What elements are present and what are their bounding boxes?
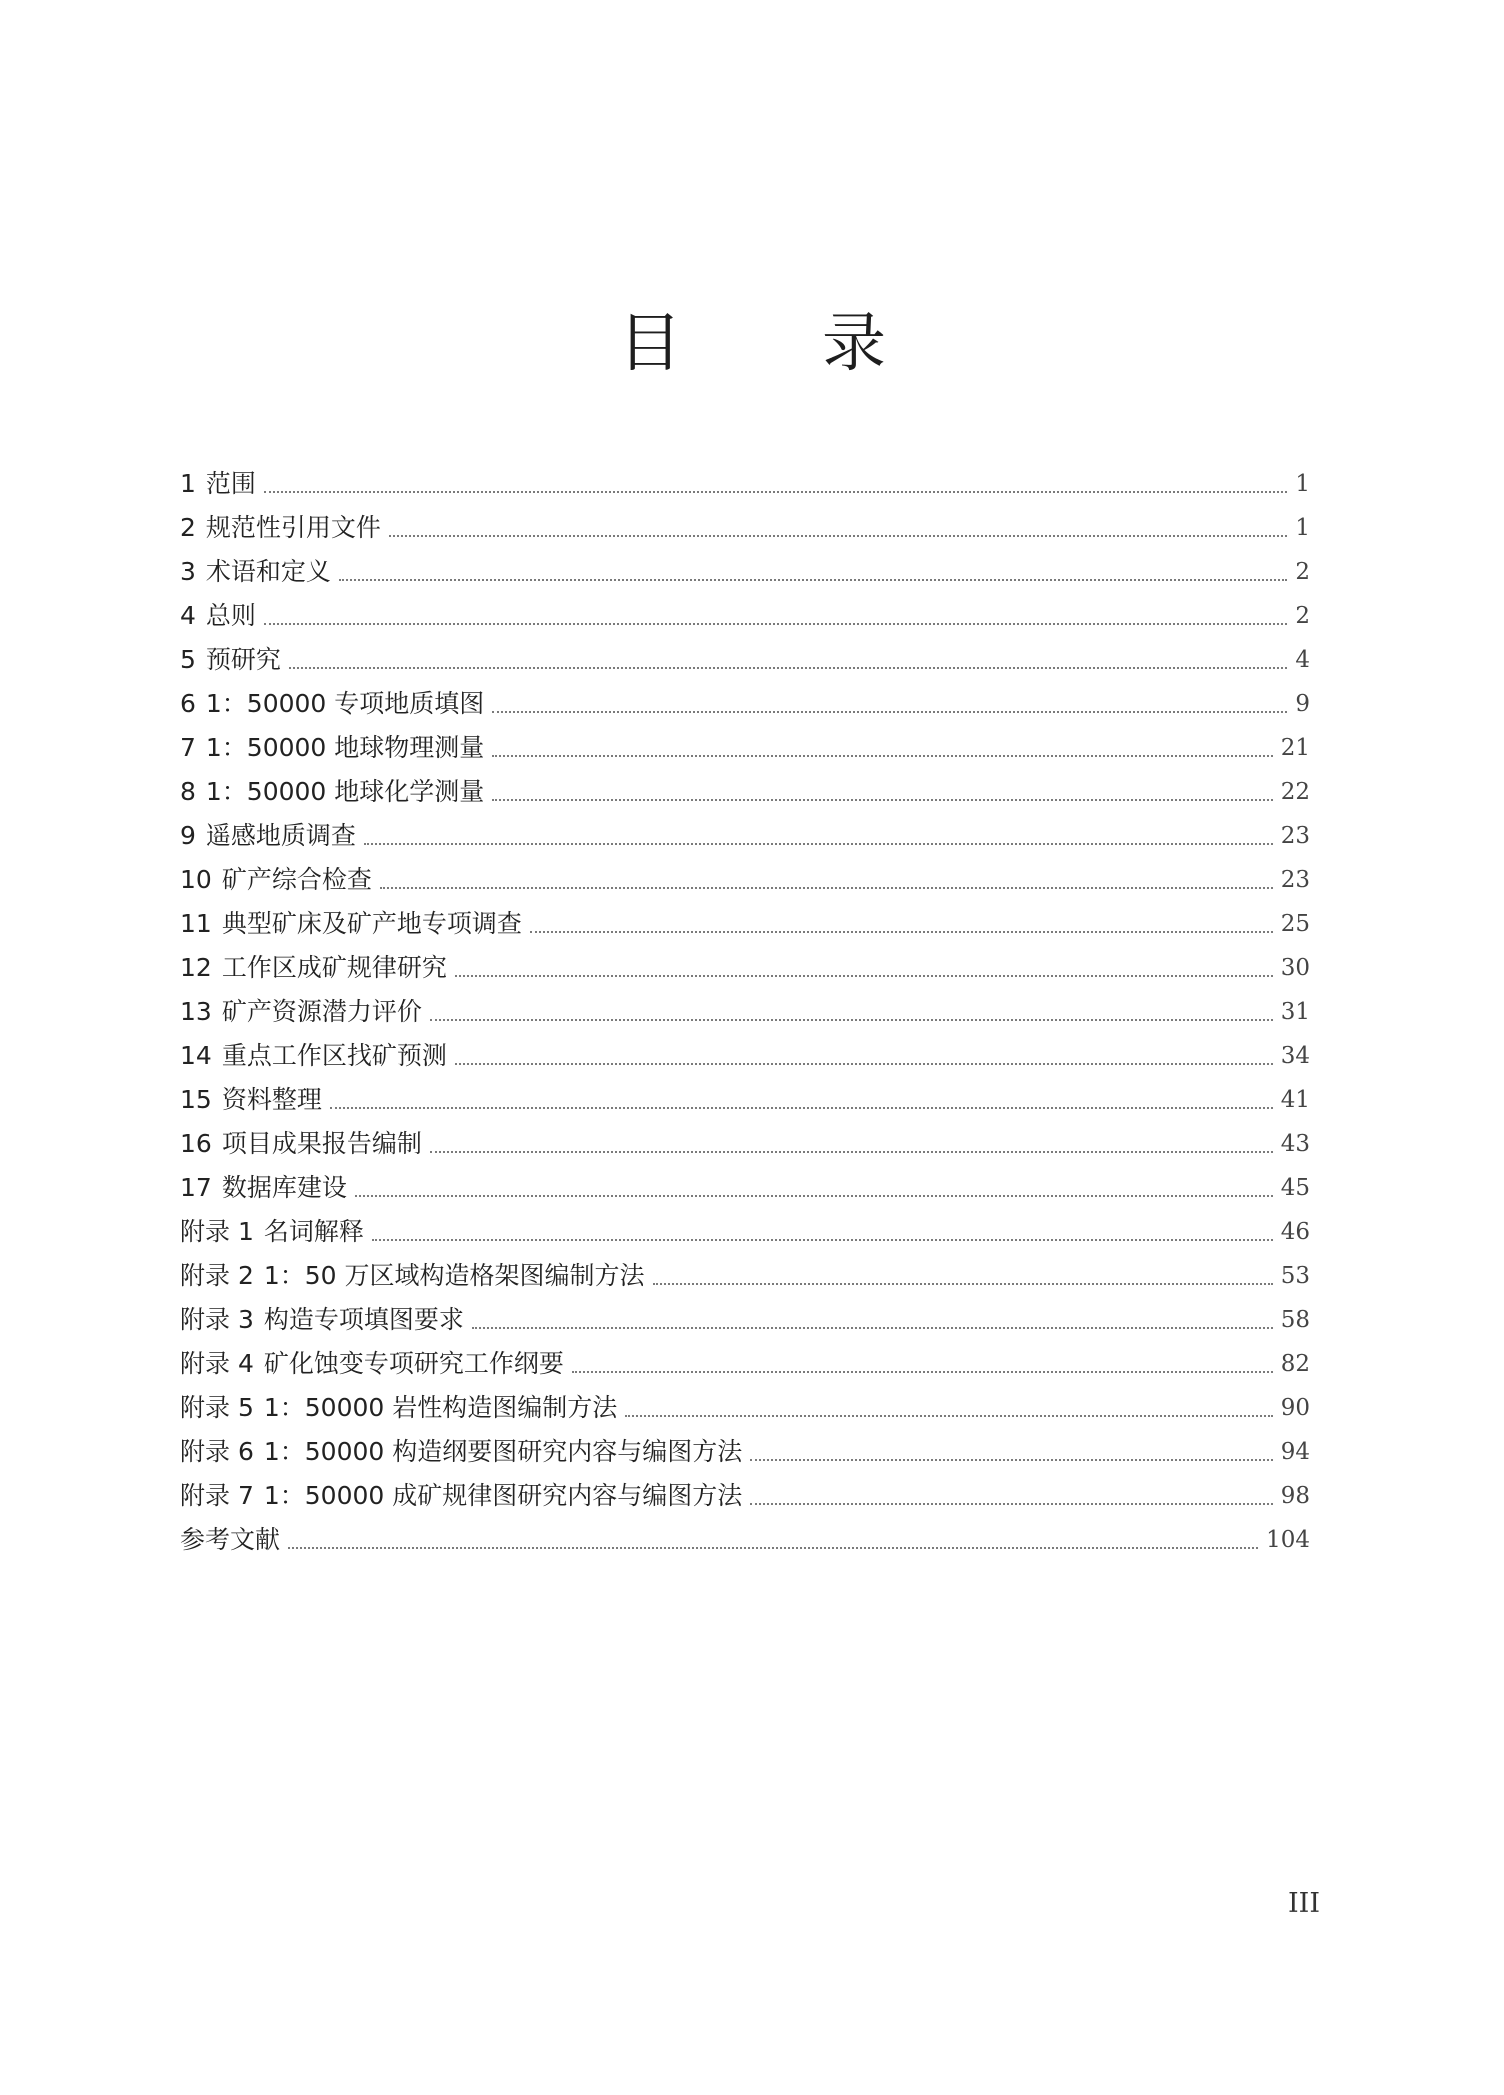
- toc-entry-page: 1: [1295, 515, 1310, 541]
- toc-entry-page: 2: [1295, 603, 1310, 629]
- toc-entry-page: 58: [1280, 1307, 1310, 1333]
- toc-entry-title: 矿产资源潜力评价: [221, 997, 422, 1026]
- toc-entry-number: 16: [180, 1129, 212, 1158]
- table-of-contents: [180, 462, 1310, 1562]
- toc-entry-page: 2: [1295, 559, 1310, 585]
- toc-entry[interactable]: [180, 1474, 1310, 1518]
- toc-entry-page: 45: [1280, 1175, 1310, 1201]
- toc-dot-leader: [339, 578, 1287, 581]
- toc-entry-page: 82: [1280, 1351, 1310, 1377]
- toc-entry-title: 1：50000 成矿规律图研究内容与编图方法: [263, 1481, 743, 1510]
- toc-entry[interactable]: [180, 770, 1310, 814]
- toc-dot-leader: [372, 1238, 1273, 1241]
- toc-entry-number: 附录 5: [180, 1393, 254, 1422]
- toc-entry-title: 参考文献: [180, 1525, 281, 1554]
- toc-dot-leader: [625, 1414, 1272, 1417]
- toc-entry-page: 34: [1280, 1043, 1310, 1069]
- toc-dot-leader: [389, 534, 1287, 537]
- toc-dot-leader: [289, 666, 1287, 669]
- toc-entry-title: 项目成果报告编制: [221, 1129, 422, 1158]
- toc-entry-page: 30: [1280, 955, 1310, 981]
- toc-entry[interactable]: [180, 1034, 1310, 1078]
- toc-entry-page: 9: [1295, 691, 1310, 717]
- toc-entry-number: 1: [180, 469, 196, 498]
- toc-dot-leader: [492, 710, 1287, 713]
- toc-entry[interactable]: [180, 726, 1310, 770]
- toc-entry-page: 41: [1280, 1087, 1310, 1113]
- toc-dot-leader: [455, 974, 1273, 977]
- toc-entry-number: 12: [180, 953, 212, 982]
- toc-entry-number: 2: [180, 513, 196, 542]
- toc-entry-title: 名词解释: [263, 1217, 364, 1246]
- toc-entry[interactable]: [180, 594, 1310, 638]
- toc-entry-page: 21: [1280, 735, 1310, 761]
- toc-entry-page: 90: [1280, 1395, 1310, 1421]
- toc-entry-page: 1: [1295, 471, 1310, 497]
- toc-entry[interactable]: [180, 1298, 1310, 1342]
- toc-dot-leader: [492, 798, 1272, 801]
- toc-entry-title: 1：50000 地球物理测量: [205, 733, 485, 762]
- toc-entry-page: 53: [1280, 1263, 1310, 1289]
- toc-entry[interactable]: [180, 1518, 1310, 1562]
- page-title-char-2: 录: [822, 307, 886, 381]
- toc-entry-title: 工作区成矿规律研究: [221, 953, 447, 982]
- toc-entry-title: 构造专项填图要求: [263, 1305, 464, 1334]
- toc-entry-title: 遥感地质调查: [205, 821, 356, 850]
- toc-entry-page: 43: [1280, 1131, 1310, 1157]
- toc-entry[interactable]: [180, 1166, 1310, 1210]
- toc-entry-number: 附录 7: [180, 1481, 254, 1510]
- toc-dot-leader: [750, 1502, 1272, 1505]
- toc-entry-title: 总则: [205, 601, 256, 630]
- toc-entry-number: 附录 4: [180, 1349, 254, 1378]
- toc-entry[interactable]: [180, 1342, 1310, 1386]
- toc-entry[interactable]: [180, 858, 1310, 902]
- toc-entry[interactable]: [180, 1254, 1310, 1298]
- toc-entry-number: 6: [180, 689, 196, 718]
- toc-entry-number: 附录 2: [180, 1261, 254, 1290]
- page-title: [0, 292, 1504, 384]
- toc-entry-title: 典型矿床及矿产地专项调查: [221, 909, 522, 938]
- toc-entry[interactable]: [180, 902, 1310, 946]
- toc-dot-leader: [330, 1106, 1273, 1109]
- toc-entry-number: 17: [180, 1173, 212, 1202]
- toc-entry-number: 附录 6: [180, 1437, 254, 1466]
- toc-entry-number: 4: [180, 601, 196, 630]
- toc-entry-number: 5: [180, 645, 196, 674]
- toc-entry-title: 规范性引用文件: [205, 513, 381, 542]
- toc-entry[interactable]: [180, 1122, 1310, 1166]
- toc-entry-title: 1：50000 地球化学测量: [205, 777, 485, 806]
- toc-entry-number: 附录 3: [180, 1305, 254, 1334]
- toc-entry-page: 104: [1266, 1527, 1310, 1553]
- toc-entry-number: 14: [180, 1041, 212, 1070]
- toc-entry[interactable]: [180, 550, 1310, 594]
- toc-entry-title: 1：50000 专项地质填图: [205, 689, 485, 718]
- toc-dot-leader: [472, 1326, 1273, 1329]
- toc-dot-leader: [455, 1062, 1273, 1065]
- toc-entry-number: 13: [180, 997, 212, 1026]
- toc-entry-title: 矿化蚀变专项研究工作纲要: [263, 1349, 564, 1378]
- toc-entry-title: 数据库建设: [221, 1173, 347, 1202]
- toc-dot-leader: [430, 1018, 1273, 1021]
- toc-dot-leader: [264, 490, 1287, 493]
- toc-dot-leader: [364, 842, 1273, 845]
- toc-entry[interactable]: [180, 1430, 1310, 1474]
- toc-entry-page: 22: [1280, 779, 1310, 805]
- toc-entry-title: 1：50000 构造纲要图研究内容与编图方法: [263, 1437, 743, 1466]
- toc-dot-leader: [750, 1458, 1272, 1461]
- toc-entry[interactable]: [180, 990, 1310, 1034]
- toc-entry-title: 重点工作区找矿预测: [221, 1041, 447, 1070]
- toc-entry-title: 矿产综合检查: [221, 865, 372, 894]
- toc-entry-title: 预研究: [205, 645, 281, 674]
- toc-entry-page: 98: [1280, 1483, 1310, 1509]
- toc-dot-leader: [430, 1150, 1273, 1153]
- toc-entry[interactable]: [180, 946, 1310, 990]
- toc-entry-number: 3: [180, 557, 196, 586]
- toc-dot-leader: [653, 1282, 1273, 1285]
- toc-entry-page: 94: [1280, 1439, 1310, 1465]
- toc-entry-page: 25: [1280, 911, 1310, 937]
- toc-dot-leader: [492, 754, 1272, 757]
- toc-entry-number: 11: [180, 909, 212, 938]
- toc-entry[interactable]: [180, 814, 1310, 858]
- toc-entry-number: 9: [180, 821, 196, 850]
- toc-entry-number: 8: [180, 777, 196, 806]
- toc-entry[interactable]: [180, 1210, 1310, 1254]
- toc-entry-page: 31: [1280, 999, 1310, 1025]
- toc-entry[interactable]: [180, 506, 1310, 550]
- toc-entry[interactable]: [180, 462, 1310, 506]
- toc-entry-number: 15: [180, 1085, 212, 1114]
- toc-entry[interactable]: [180, 1078, 1310, 1122]
- toc-dot-leader: [355, 1194, 1273, 1197]
- toc-entry-number: 7: [180, 733, 196, 762]
- page-folio: III: [1288, 1888, 1320, 1919]
- toc-entry-number: 10: [180, 865, 212, 894]
- toc-entry-page: 4: [1295, 647, 1310, 673]
- toc-entry-page: 23: [1280, 867, 1310, 893]
- toc-entry[interactable]: [180, 638, 1310, 682]
- toc-entry[interactable]: [180, 1386, 1310, 1430]
- toc-dot-leader: [264, 622, 1287, 625]
- toc-entry-title: 范围: [205, 469, 256, 498]
- toc-dot-leader: [380, 886, 1273, 889]
- page-title-char-1: 目: [618, 307, 682, 381]
- toc-entry-title: 1：50 万区域构造格架图编制方法: [263, 1261, 645, 1290]
- toc-entry-page: 23: [1280, 823, 1310, 849]
- toc-dot-leader: [530, 930, 1273, 933]
- toc-entry[interactable]: [180, 682, 1310, 726]
- toc-entry-title: 资料整理: [221, 1085, 322, 1114]
- toc-dot-leader: [288, 1546, 1258, 1549]
- toc-entry-title: 术语和定义: [205, 557, 331, 586]
- toc-entry-page: 46: [1280, 1219, 1310, 1245]
- toc-dot-leader: [572, 1370, 1273, 1373]
- toc-entry-title: 1：50000 岩性构造图编制方法: [263, 1393, 618, 1422]
- toc-entry-number: 附录 1: [180, 1217, 254, 1246]
